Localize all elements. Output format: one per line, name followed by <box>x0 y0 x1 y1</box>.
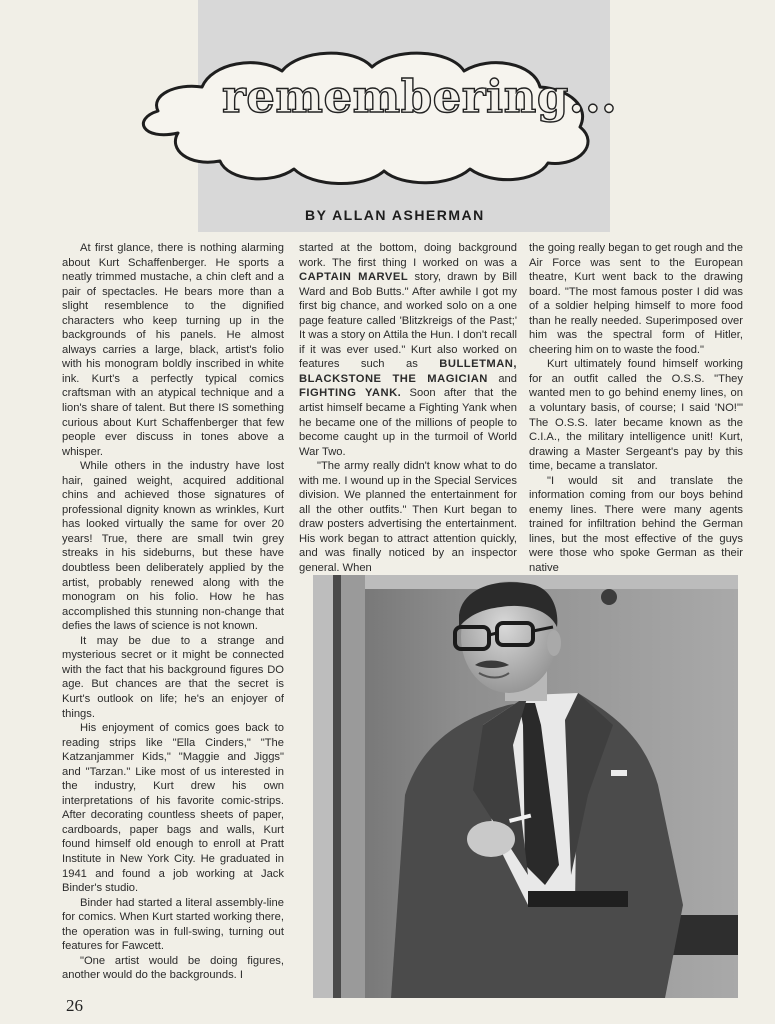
text-run: Soon after that the artist himself became a Fighting Yank when he became one of the millions of people to become caught up in the turmoil of World War Two. <box>299 387 517 458</box>
feature-title-captain-marvel: CAPTAIN MARVEL <box>299 271 409 284</box>
paragraph: It may be due to a strange and mysterious secret or it might be connected with the fact that his background figures DO age. But chances are that the secret is Kurt's outlook on life; he's an enjoyer of things. <box>62 634 284 720</box>
paragraph: the going really began to get rough and the Air Force was sent to the European theatre, Kurt went back to the drawing board. "The most famous poster I did was of a soldier helping himself to more food than he really needed. Superimposed over him was the spectral form of Hitler, cheering him on to waste the food." <box>529 242 743 356</box>
feature-title-bulletman-blackstone: BULLETMAN, BLACKSTONE THE MAGICIAN <box>299 358 517 385</box>
paragraph: "The army really didn't know what to do with me. I wound up in the Special Services division. We planned the entertainment for all the other outfits." Then Kurt began to draw posters advertising the entertainment. His work began to attract attention quickly, and was finally noticed by an inspector general. When <box>299 460 517 575</box>
paragraph: "I would sit and translate the information coming from our boys behind enemy lines. There were many agents trained for infiltration behind the German lines, but the most effective of the guys were those who spoke German as their native <box>529 474 743 575</box>
paragraph: While others in the industry have lost hair, gained weight, acquired additional chins and achieved those signatures of professional dignity known as wrinkles, Kurt has looked virtually the same for over 20 years! True, there are small twin grey streaks in his sideburns, but these have doubtless been deliberately applied by the artist, probably renewed along with the monogram on his folio. How he has accomplished this stunning non-change that defies the laws of science is not known. <box>62 460 284 633</box>
feature-title-fighting-yank: FIGHTING YANK. <box>299 387 402 400</box>
text-run: and <box>487 372 517 385</box>
paragraph: His enjoyment of comics goes back to reading strips like "Ella Cinders," "The Katzanjammer Kids," "Maggie and Jiggs" and "Tarzan." Like most of us interested in the industry, Kurt drew his own interpretations of his favorite comic-strips. After decorating countless sheets of paper, cardboards, paper bags and walls, Kurt found himself old enough to enroll at Pratt Institute in New York City. He graduated in 1941 and found a job working at Jack Binder's studio. <box>62 722 284 895</box>
article-column-3 <box>529 241 743 575</box>
page-number: 26 <box>66 996 83 1015</box>
article-byline: BY ALLAN ASHERMAN <box>305 207 485 223</box>
text-run: story, drawn by Bill Ward and Bob Butts." After awhile I got my first big chance, and worked solo on a one page feature called 'Blitzkreigs of the Past;' It was a story on Attila the Hun. I don't recall if it was ever used." Kurt also worked on features such as <box>299 271 517 371</box>
paragraph <box>299 241 517 459</box>
article-title: remembering... <box>222 70 618 123</box>
paragraph: "One artist would be doing figures, another would do the backgrounds. I <box>62 954 284 982</box>
photo-illustration <box>313 575 738 998</box>
paragraph: Kurt ultimately found himself working for an outfit called the O.S.S. "They wanted men to go behind enemy lines, on a voluntary basis, of course; I said 'NO!'" The O.S.S. later became known as the C.I.A., the military intelligence unit! Kurt, drawing a Master Sergeant's pay by this time, became a translator. <box>529 358 743 473</box>
article-column-1 <box>62 241 284 1001</box>
text-run: started at the bottom, doing background work. The first thing I worked on was a <box>299 242 517 269</box>
portrait-photo <box>313 575 738 998</box>
paragraph: At first glance, there is nothing alarming about Kurt Schaffenberger. He sports a neatly trimmed mustache, a chin cleft and a pair of spectacles. He bears more than a slight resemblence to the dignified characters who keep turning up in the backgrounds of his panels. He almost always carries a large, black, artist's folio with his monogram boldly inscribed in white ink. Kurt's a perfectly typical comics craftsman with an atypical technique and a lion's share of talent. But there IS something curious about Kurt Schaffenberger that few people ever discuss in tones above a whisper. <box>62 242 284 458</box>
article-column-2 <box>299 241 517 575</box>
paragraph: Binder had started a literal assembly-line for comics. When Kurt started working there, the operation was in full-swing, turning out features for Fawcett. <box>62 896 284 953</box>
